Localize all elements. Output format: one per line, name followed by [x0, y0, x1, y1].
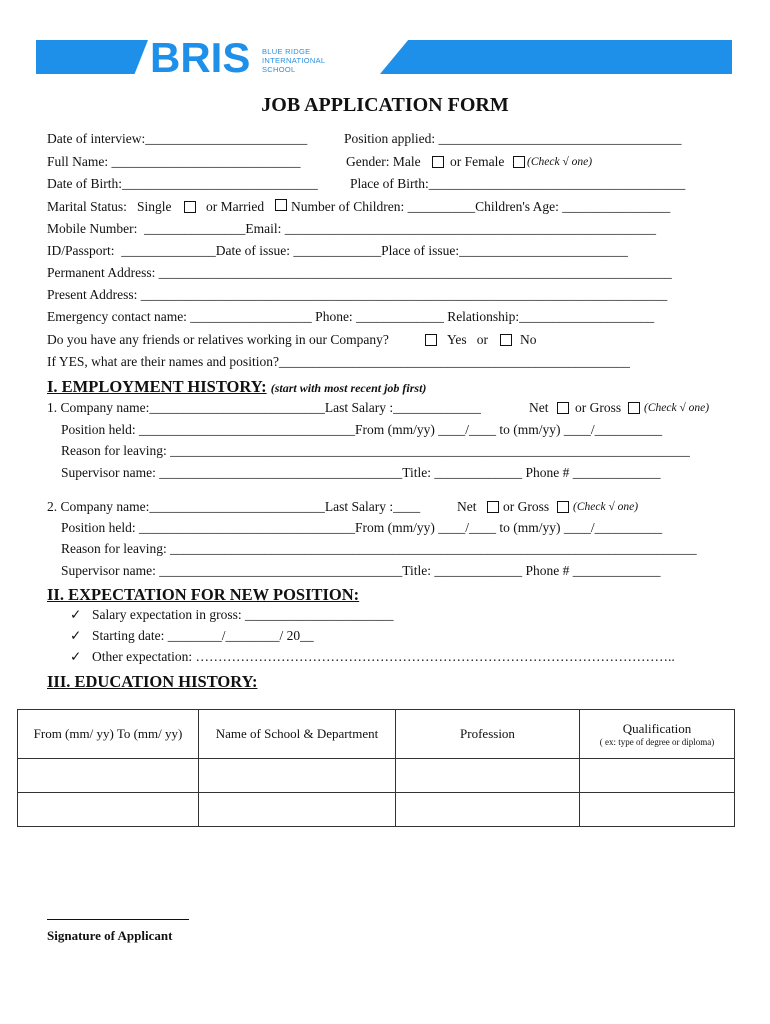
salary-expectation-field[interactable]: Salary expectation in gross: ______________________ [92, 607, 394, 622]
children-field[interactable]: Number of Children: __________Children's Age: ________________ [291, 199, 671, 214]
qualification-hint: ( ex: type of degree or diploma) [599, 737, 715, 747]
edu-cell[interactable] [18, 793, 199, 827]
edu-cell[interactable] [580, 793, 735, 827]
col-qualification: Qualification ( ex: type of degree or diploma) [580, 710, 735, 759]
company1-name-field[interactable]: 1. Company name:__________________________Last Salary :_____________ [47, 400, 481, 415]
friends-question: Do you have any friends or relatives working in our Company? [47, 332, 389, 347]
table-header-row [18, 710, 735, 759]
checkmark-icon: ✓ [70, 628, 82, 643]
col-from-to: From (mm/ yy) To (mm/ yy) [18, 710, 199, 759]
education-table [17, 709, 735, 827]
checkmark-icon: ✓ [70, 607, 82, 622]
interview-date-field[interactable]: Date of interview:________________________ [47, 131, 308, 146]
form-title: JOB APPLICATION FORM [261, 94, 509, 116]
present-address-field[interactable]: Present Address: ______________________________________________________________________________ [47, 287, 668, 302]
check-one-note: (Check √ one) [527, 156, 593, 168]
edu-cell[interactable] [580, 759, 735, 793]
gender-label: Gender: Male [346, 154, 421, 169]
education-heading: III. EDUCATION HISTORY: [47, 672, 258, 691]
starting-date-field[interactable]: Starting date: ________/________/ 20__ [92, 628, 314, 643]
friends-names-field[interactable]: If YES, what are their names and position?____________________________________________________ [47, 354, 630, 369]
company2-net-checkbox[interactable] [487, 501, 499, 513]
col-school: Name of School & Department [199, 710, 396, 759]
edu-cell[interactable] [396, 759, 580, 793]
position-applied-field[interactable]: Position applied: ____________________________________ [344, 131, 682, 146]
table-row [18, 793, 735, 827]
friends-no-label: No [520, 332, 537, 347]
company1-position-field[interactable]: Position held: ________________________________From (mm/yy) ____/____ to (mm/yy) ____/__________ [61, 422, 663, 437]
company2-net-label: Net [457, 499, 477, 514]
header-banner-right [380, 40, 732, 74]
edu-cell[interactable] [18, 759, 199, 793]
marital-married-label: or Married [206, 199, 265, 214]
company1-reason-field[interactable]: Reason for leaving: _____________________________________________________________________________ [61, 443, 690, 458]
dob-field[interactable]: Date of Birth:_____________________________ [47, 176, 318, 191]
marital-status-label: Marital Status: Single [47, 199, 172, 214]
table-row [18, 759, 735, 793]
company2-supervisor-field[interactable]: Supervisor name: ____________________________________Title: _____________ Phone # _____________ [61, 563, 661, 578]
gender-female-label: or Female [450, 154, 505, 169]
signature-label: Signature of Applicant [47, 928, 173, 943]
friends-yes-label: Yes or [447, 332, 489, 347]
friends-no-checkbox[interactable] [500, 334, 512, 346]
edu-cell[interactable] [199, 793, 396, 827]
edu-cell[interactable] [199, 759, 396, 793]
company1-gross-label: or Gross [575, 400, 622, 415]
company1-gross-checkbox[interactable] [628, 402, 640, 414]
header-banner-left [36, 40, 148, 74]
logo-wordmark: BRIS [150, 34, 251, 76]
emergency-contact-field[interactable]: Emergency contact name: __________________ Phone: _____________ Relationship:____________________ [47, 309, 655, 324]
company2-check-note: (Check √ one) [573, 501, 639, 513]
company2-name-field[interactable]: 2. Company name:__________________________Last Salary :____ [47, 499, 421, 514]
marital-single-checkbox[interactable] [184, 201, 196, 213]
bris-logo [150, 34, 260, 76]
signature-line[interactable] [47, 919, 189, 920]
company2-position-field[interactable]: Position held: ________________________________From (mm/yy) ____/____ to (mm/yy) ____/__________ [61, 520, 663, 535]
school-name: BLUE RIDGE INTERNATIONAL SCHOOL [262, 47, 326, 74]
col-profession: Profession [396, 710, 580, 759]
friends-yes-checkbox[interactable] [425, 334, 437, 346]
edu-cell[interactable] [396, 793, 580, 827]
employment-heading: I. EMPLOYMENT HISTORY: (start with most recent job first) [47, 377, 427, 396]
company1-net-label: Net [529, 400, 549, 415]
other-expectation-field[interactable]: Other expectation: …………………………………………………………………………………………….. [92, 649, 675, 664]
mobile-email-field[interactable]: Mobile Number: _______________Email: _______________________________________________________ [47, 221, 656, 236]
id-passport-field[interactable]: ID/Passport: ______________Date of issue: _____________Place of issue:_________________________ [47, 243, 628, 258]
checkmark-icon: ✓ [70, 649, 82, 664]
company1-supervisor-field[interactable]: Supervisor name: ____________________________________Title: _____________ Phone # _____________ [61, 465, 661, 480]
pob-field[interactable]: Place of Birth:______________________________________ [350, 176, 686, 191]
company2-reason-field[interactable]: Reason for leaving: ______________________________________________________________________________ [61, 541, 697, 556]
company1-check-note: (Check √ one) [644, 402, 710, 414]
company2-gross-checkbox[interactable] [557, 501, 569, 513]
gender-female-checkbox[interactable] [513, 156, 525, 168]
permanent-address-field[interactable]: Permanent Address: ____________________________________________________________________________ [47, 265, 672, 280]
expectation-heading: II. EXPECTATION FOR NEW POSITION: [47, 585, 360, 604]
marital-married-checkbox[interactable] [275, 199, 287, 211]
company2-gross-label: or Gross [503, 499, 550, 514]
gender-male-checkbox[interactable] [432, 156, 444, 168]
full-name-field[interactable]: Full Name: ____________________________ [47, 154, 301, 169]
company1-net-checkbox[interactable] [557, 402, 569, 414]
